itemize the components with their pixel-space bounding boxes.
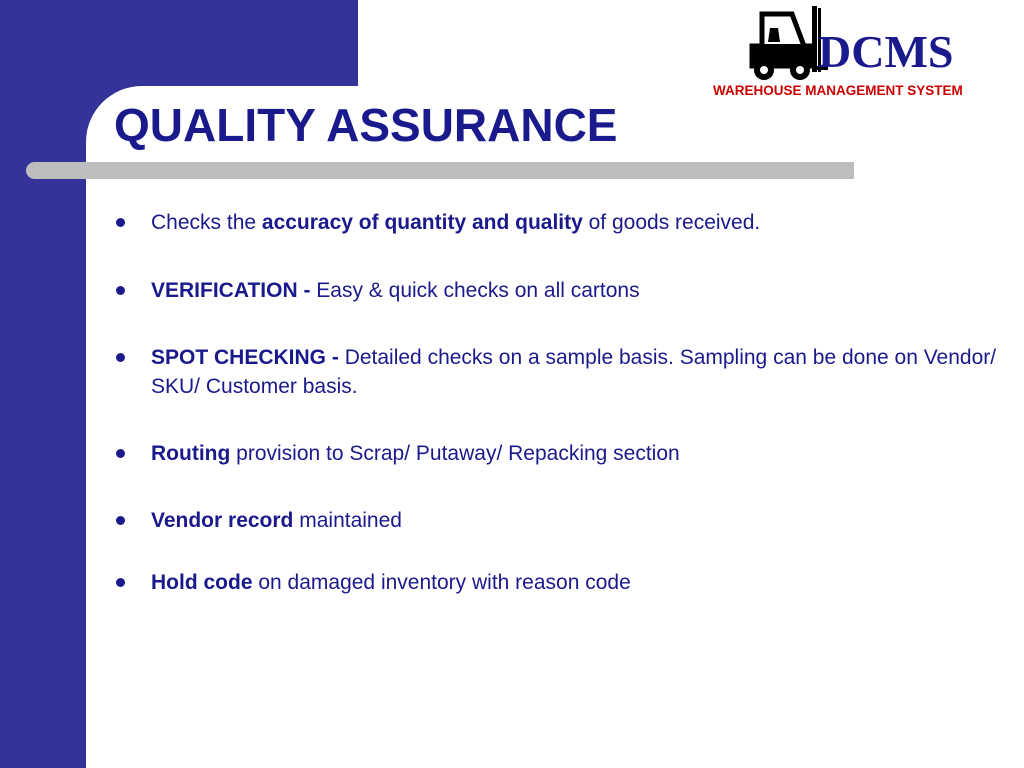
bullet-dot-icon xyxy=(116,578,125,587)
bullet-text: Checks the accuracy of quantity and quality of goods received. xyxy=(151,211,761,234)
logo-tagline: WAREHOUSE MANAGEMENT SYSTEM xyxy=(713,83,963,98)
bullet-text: Vendor record maintained xyxy=(151,509,402,532)
bullet-item xyxy=(114,343,1004,401)
bullet-item xyxy=(114,568,1004,597)
bullet-text: VERIFICATION - Easy & quick checks on all cartons xyxy=(151,279,640,302)
bullet-text: Hold code on damaged inventory with reason code xyxy=(151,571,631,594)
bullet-dot-icon xyxy=(116,218,125,227)
title-divider xyxy=(26,162,854,179)
bullet-item xyxy=(114,276,1004,305)
bullet-dot-icon xyxy=(116,353,125,362)
bullet-text: SPOT CHECKING - Detailed checks on a sample basis. Sampling can be done on Vendor/ SKU/ Customer basis. xyxy=(151,346,997,398)
slide-title: QUALITY ASSURANCE xyxy=(114,99,618,151)
bullet-item xyxy=(114,439,1004,468)
bullet-item xyxy=(114,208,1004,237)
bullet-dot-icon xyxy=(116,516,125,525)
bullet-text: Routing provision to Scrap/ Putaway/ Repacking section xyxy=(151,442,680,465)
forklift-icon xyxy=(748,6,828,82)
bullet-dot-icon xyxy=(116,449,125,458)
bullet-dot-icon xyxy=(116,286,125,295)
logo-name: DCMS xyxy=(818,26,954,77)
content-panel xyxy=(86,86,1024,768)
bullet-item xyxy=(114,506,1004,535)
dcms-logo xyxy=(710,6,1010,100)
